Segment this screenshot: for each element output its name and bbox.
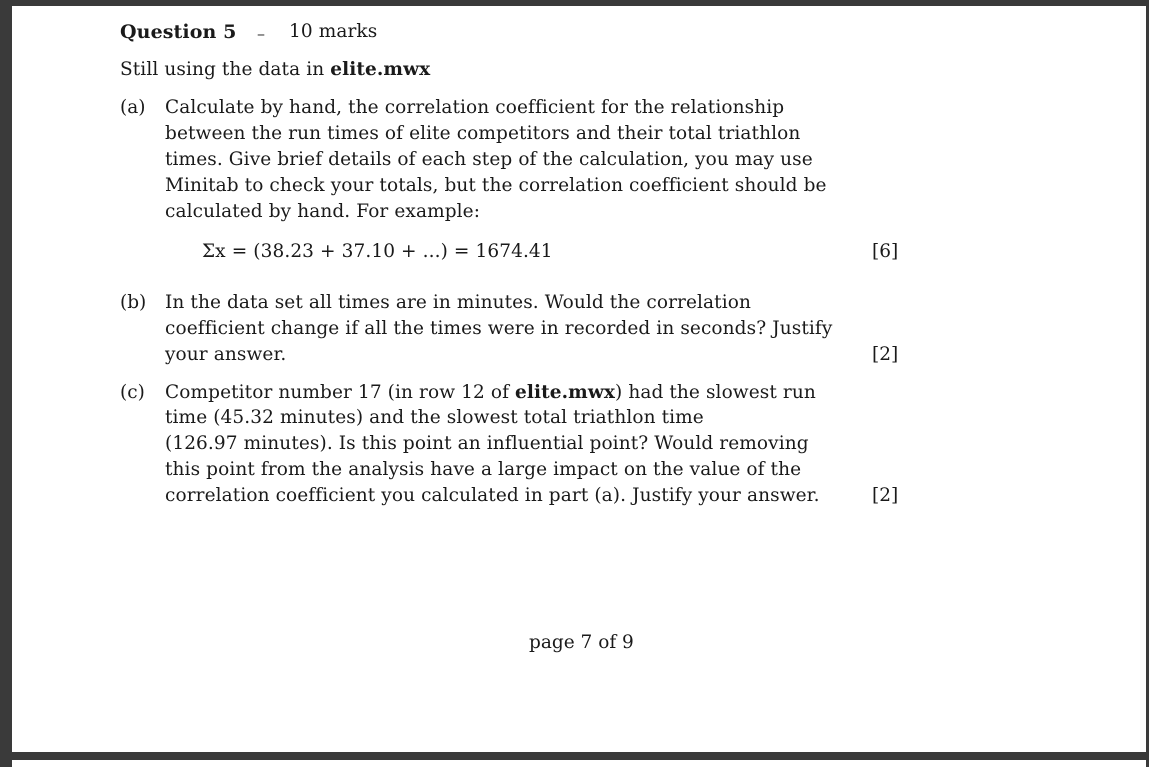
part-c-line-1-suffix: ) had the slowest run [615, 382, 816, 403]
document-page [12, 6, 1146, 752]
part-c-line-1 [165, 382, 816, 404]
part-b-marks: [2] [872, 344, 899, 365]
part-c-line-2: time (45.32 minutes) and the slowest total triathlon time [165, 407, 704, 428]
intro-filename: elite.mwx [330, 59, 431, 80]
next-page-edge [12, 760, 1146, 767]
intro-text: Still using the data in [120, 59, 331, 80]
part-c-line-5: correlation coefficient you calculated in part (a). Justify your answer. [165, 485, 820, 506]
part-c-label: (c) [120, 382, 145, 403]
part-b-line-2: coefficient change if all the times were in recorded in seconds? Justify [165, 318, 833, 339]
question-marks: 10 marks [289, 21, 378, 42]
part-a-line-3: times. Give brief details of each step of the calculation, you may use [165, 149, 813, 170]
part-c-filename: elite.mwx [515, 382, 616, 403]
part-a-line-2: between the run times of elite competitors and their total triathlon [165, 123, 801, 144]
part-a-line-5: calculated by hand. For example: [165, 201, 481, 222]
question-title: Question 5 [120, 21, 237, 43]
part-a-line-4: Minitab to check your totals, but the correlation coefficient should be [165, 175, 827, 196]
part-c-marks: [2] [872, 485, 899, 506]
part-b-line-1: In the data set all times are in minutes. Would the correlation [165, 292, 751, 313]
part-c-line-4: this point from the analysis have a large impact on the value of the [165, 459, 802, 480]
part-a-line-1: Calculate by hand, the correlation coefficient for the relationship [165, 97, 785, 118]
part-c-line-3: (126.97 minutes). Is this point an influential point? Would removing [165, 433, 809, 454]
title-dash: – [257, 24, 265, 43]
part-a-marks: [6] [872, 241, 899, 262]
part-a-formula: Σx = (38.23 + 37.10 + ...) = 1674.41 [202, 241, 553, 262]
page-number: page 7 of 9 [529, 632, 634, 653]
part-b-line-3: your answer. [165, 344, 287, 365]
part-c-line-1-prefix: Competitor number 17 (in row 12 of [165, 382, 515, 403]
part-b-label: (b) [120, 292, 147, 313]
question-intro [120, 59, 430, 81]
part-a-label: (a) [120, 97, 146, 118]
